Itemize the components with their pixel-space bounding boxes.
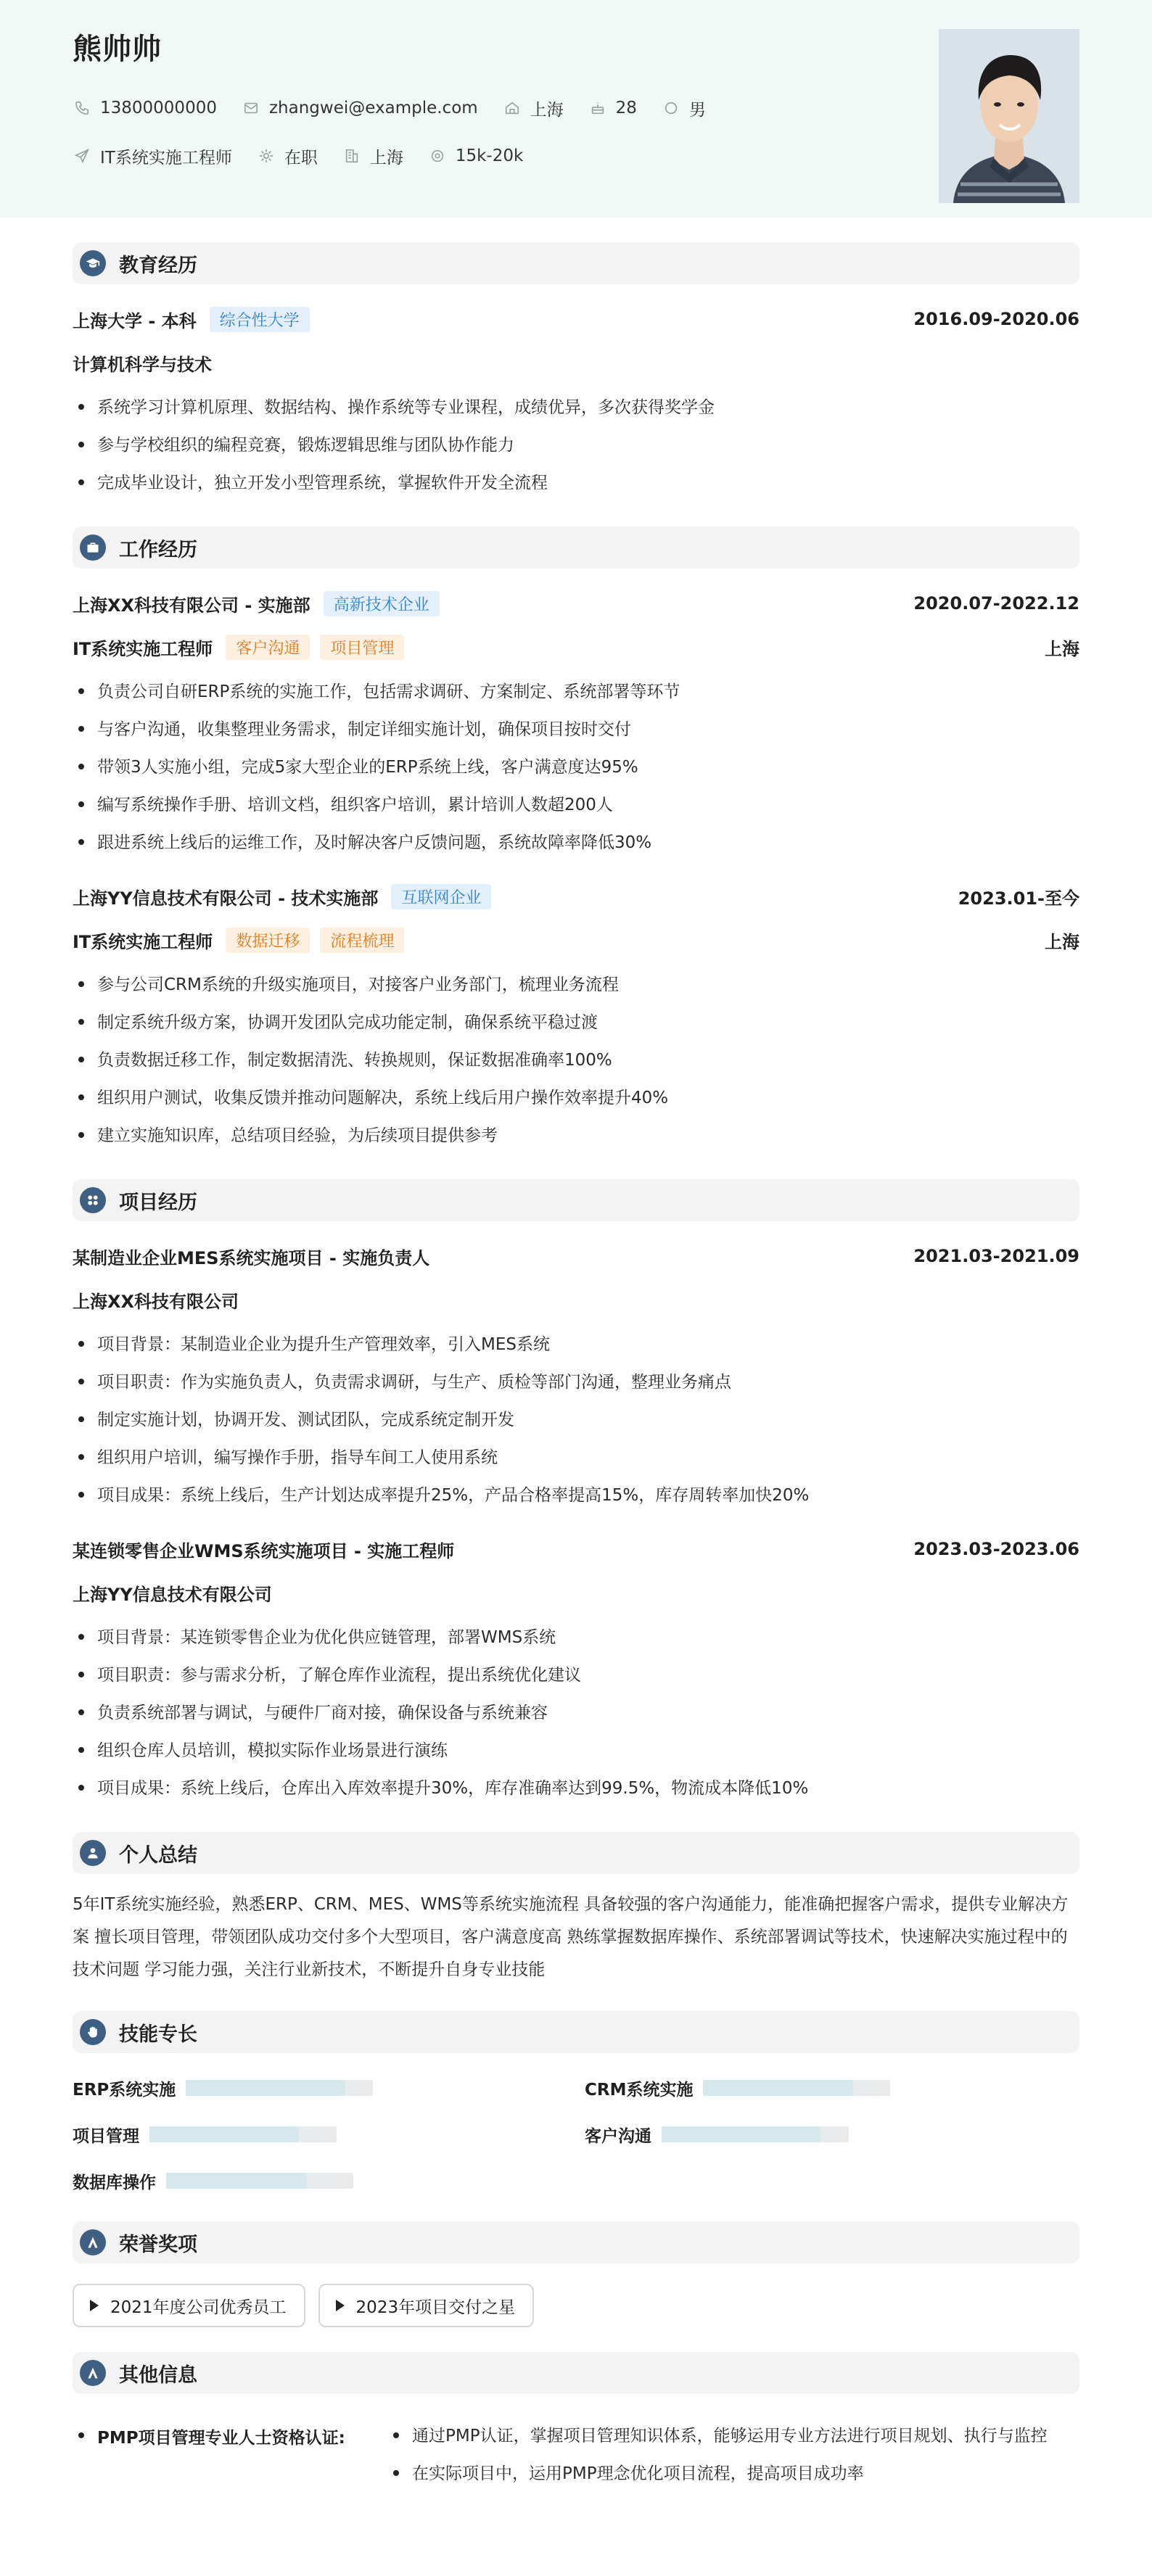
graduation-cap-icon: [80, 250, 106, 276]
send-icon: [73, 146, 91, 165]
work-title: 工作经历: [119, 538, 197, 561]
email-text: zhangwei@example.com: [268, 99, 478, 117]
job-bullets: [73, 966, 1079, 1155]
resume-header: [0, 0, 1152, 218]
resume-body: [0, 242, 1152, 2493]
list-item: 项目职责：作为实施负责人，负责需求调研，与生产、质检等部门沟通，整理业务痛点: [73, 1363, 1079, 1401]
skill-bar-fill: [703, 2080, 852, 2096]
list-item: 与客户沟通，收集整理业务需求，制定详细实施计划，确保项目按时交付: [73, 711, 1079, 748]
mail-icon: [242, 99, 260, 117]
user-icon: [80, 1840, 106, 1866]
phone-text: 13800000000: [100, 99, 217, 117]
list-item: 项目背景：某连锁零售企业为优化供应链管理，部署WMS系统: [73, 1619, 1079, 1656]
skill-bar: [662, 2126, 849, 2142]
job-entry: [73, 880, 1079, 1155]
list-item: 在实际项目中，运用PMP理念优化项目流程，提高项目成功率: [387, 2455, 1048, 2493]
summary-text: 5年IT系统实施经验，熟悉ERP、CRM、MES、WMS等系统实施流程 具备较强的客户沟通能力，能准确把握客户需求，提供专业解决方案 擅长项目管理，带领团队成功交付多个大型项目，客户满意度高 熟练掌握数据库操作、系统部署调试等技术，快速解决实施过程中的技术问题 学习能力强，关注行业新技术，不断提升自身专业技能: [73, 1895, 1069, 1979]
list-item: 项目职责：参与需求分析，了解仓库作业流程，提出系统优化建议: [73, 1656, 1079, 1694]
grid-icon: [80, 1187, 106, 1213]
gender-icon: [662, 99, 680, 117]
phone-icon: [73, 99, 91, 117]
position-info: [73, 144, 232, 168]
job-bullets: [73, 673, 1079, 862]
gender-text: 男: [688, 100, 706, 120]
list-item: 负责公司自研ERP系统的实施工作，包括需求调研、方案制定、系统部署等环节: [73, 673, 1079, 711]
summary-title: 个人总结: [119, 1844, 197, 1867]
major-name: 计算机科学与技术: [73, 354, 212, 375]
project-name: 某制造业企业MES系统实施项目 - 实施负责人: [73, 1247, 430, 1268]
skill-bar-fill: [149, 2126, 299, 2142]
job-role: IT系统实施工程师: [73, 638, 213, 659]
skill-item: [585, 2072, 1020, 2104]
list-item: 项目背景：某制造业企业为提升生产管理效率，引入MES系统: [73, 1326, 1079, 1363]
avatar-illustration: [939, 29, 1079, 203]
other-section-header: [73, 2352, 1079, 2394]
skill-item: [73, 2118, 585, 2150]
list-item: 项目成果：系统上线后，生产计划达成率提升25%，产品合格率提高15%，库存周转率加快20%: [73, 1477, 1079, 1514]
list-item: 制定系统升级方案，协调开发团队完成功能定制，确保系统平稳过渡: [73, 1004, 1079, 1041]
list-item: 编写系统操作手册、培训文档，组织客户培训，累计培训人数超200人: [73, 786, 1079, 824]
skill-item: [73, 2072, 585, 2104]
job-intent-row: [73, 141, 1079, 170]
company-name: 上海XX科技有限公司 - 实施部: [73, 595, 310, 616]
salary-info: [428, 146, 523, 165]
gender-info: [662, 96, 706, 120]
list-item: 组织仓库人员培训，模拟实际作业场景进行演练: [73, 1732, 1079, 1770]
phone-info: [73, 99, 217, 117]
skill-name: CRM系统实施: [585, 2080, 694, 2100]
skills-title: 技能专长: [119, 2023, 197, 2046]
certification-bullets: [387, 2417, 1048, 2493]
education-section-header: [73, 242, 1079, 284]
skill-item: [585, 2118, 1020, 2150]
age-info: [588, 99, 637, 117]
cake-icon: [588, 99, 607, 117]
list-item: 完成毕业设计，独立开发小型管理系统，掌握软件开发全流程: [73, 464, 1079, 502]
skill-name: ERP系统实施: [73, 2080, 176, 2100]
list-item: 建立实施知识库，总结项目经验，为后续项目提供参考: [73, 1117, 1079, 1155]
education-title: 教育经历: [119, 254, 197, 277]
summary-section-header: [73, 1832, 1079, 1874]
other-title: 其他信息: [119, 2364, 197, 2387]
awards-section-header: [73, 2221, 1079, 2263]
award-item: [318, 2284, 535, 2327]
company-name: 上海YY信息技术有限公司 - 技术实施部: [73, 888, 379, 909]
project-company: 上海YY信息技术有限公司: [73, 1584, 272, 1605]
project-entry: [73, 1533, 1079, 1807]
skill-name: 客户沟通: [585, 2126, 651, 2146]
info-icon: [80, 2360, 106, 2386]
award-text: 2021年度公司优秀员工: [110, 2298, 287, 2317]
certification-label: PMP项目管理专业人士资格认证:: [73, 2417, 387, 2455]
awards-list: [73, 2284, 1079, 2327]
education-entry: [73, 303, 1079, 502]
school-name: 上海大学 - 本科: [73, 310, 197, 331]
status-text: 在职: [284, 148, 318, 168]
project-entry: [73, 1240, 1079, 1514]
building-icon: [342, 146, 361, 165]
profile-photo: [939, 29, 1079, 203]
job-date: 2023.01-至今: [958, 888, 1079, 909]
skills-section-header: [73, 2011, 1079, 2053]
job-date: 2020.07-2022.12: [913, 593, 1079, 614]
city-text: 上海: [530, 100, 564, 120]
skill-bar: [166, 2173, 353, 2189]
skill-tag: 流程梳理: [320, 928, 404, 953]
skill-tag: 客户沟通: [226, 635, 310, 660]
skills-grid: [73, 2072, 1079, 2197]
job-location: 上海: [1045, 931, 1079, 952]
work-city-text: 上海: [369, 148, 403, 168]
job-role: IT系统实施工程师: [73, 931, 213, 952]
gear-icon: [257, 146, 276, 165]
play-icon: [336, 2300, 345, 2311]
skill-tag: 数据迁移: [226, 928, 310, 953]
list-item: 组织用户测试，收集反馈并推动问题解决，系统上线后用户操作效率提升40%: [73, 1079, 1079, 1117]
salary-text: 15k-20k: [455, 146, 524, 165]
skill-bar-fill: [186, 2080, 345, 2096]
list-item: 通过PMP认证，掌握项目管理知识体系，能够运用专业方法进行项目规划、执行与监控: [387, 2417, 1048, 2455]
work-section-header: [73, 527, 1079, 569]
status-info: [257, 144, 318, 168]
skill-bar-fill: [662, 2126, 820, 2142]
list-item: 跟进系统上线后的运维工作，及时解决客户反馈问题，系统故障率降低30%: [73, 824, 1079, 862]
project-name: 某连锁零售企业WMS系统实施项目 - 实施工程师: [73, 1540, 455, 1561]
project-bullets: [73, 1326, 1079, 1514]
list-item: 带领3人实施小组，完成5家大型企业的ERP系统上线，客户满意度达95%: [73, 748, 1079, 786]
award-icon: [80, 2229, 106, 2255]
skill-bar: [186, 2080, 373, 2096]
project-company: 上海XX科技有限公司: [73, 1291, 239, 1312]
job-entry: [73, 587, 1079, 862]
work-city-info: [342, 144, 403, 168]
project-section-header: [73, 1179, 1079, 1221]
email-info: [242, 99, 478, 117]
list-item: 项目成果：系统上线后，仓库出入库效率提升30%，库存准确率达到99.5%，物流成本降低10%: [73, 1770, 1079, 1807]
project-date: 2023.03-2023.06: [913, 1539, 1079, 1559]
skill-item: [73, 2165, 585, 2197]
award-item: [73, 2284, 305, 2327]
candidate-name: 熊帅帅: [73, 33, 162, 66]
list-item: 负责系统部署与调试，与硬件厂商对接，确保设备与系统兼容: [73, 1694, 1079, 1732]
award-text: 2023年项目交付之星: [355, 2298, 516, 2317]
age-text: 28: [615, 99, 637, 117]
list-item: 参与公司CRM系统的升级实施项目，对接客户业务部门，梳理业务流程: [73, 966, 1079, 1004]
education-date: 2016.09-2020.06: [913, 309, 1079, 329]
education-bullets: [73, 389, 1079, 502]
school-type-tag: 综合性大学: [210, 307, 310, 332]
other-info: [73, 2417, 1079, 2493]
awards-title: 荣誉奖项: [119, 2233, 197, 2256]
company-type-tag: 互联网企业: [391, 884, 491, 909]
position-text: IT系统实施工程师: [100, 148, 232, 168]
list-item: 组织用户培训，编写操作手册，指导车间工人使用系统: [73, 1439, 1079, 1477]
skill-tag: 项目管理: [320, 635, 404, 660]
skill-bar: [703, 2080, 890, 2096]
play-icon: [90, 2300, 99, 2311]
list-item: 负责数据迁移工作，制定数据清洗、转换规则，保证数据准确率100%: [73, 1041, 1079, 1079]
company-type-tag: 高新技术企业: [324, 591, 440, 616]
hand-icon: [80, 2019, 106, 2045]
skill-name: 项目管理: [73, 2126, 139, 2146]
list-item: 制定实施计划，协调开发、测试团队，完成系统定制开发: [73, 1401, 1079, 1439]
skill-name: 数据库操作: [73, 2173, 156, 2192]
skill-bar: [149, 2126, 337, 2142]
briefcase-icon: [80, 534, 106, 561]
list-item: 系统学习计算机原理、数据结构、操作系统等专业课程，成绩优异，多次获得奖学金: [73, 389, 1079, 426]
home-icon: [503, 99, 522, 117]
skill-bar-fill: [166, 2173, 307, 2189]
city-info: [503, 96, 564, 120]
project-date: 2021.03-2021.09: [913, 1246, 1079, 1266]
list-item: 参与学校组织的编程竞赛，锻炼逻辑思维与团队协作能力: [73, 426, 1079, 464]
project-title: 项目经历: [119, 1191, 197, 1214]
contact-row: [73, 94, 1079, 123]
job-location: 上海: [1045, 638, 1079, 659]
project-bullets: [73, 1619, 1079, 1807]
coin-icon: [428, 146, 447, 165]
